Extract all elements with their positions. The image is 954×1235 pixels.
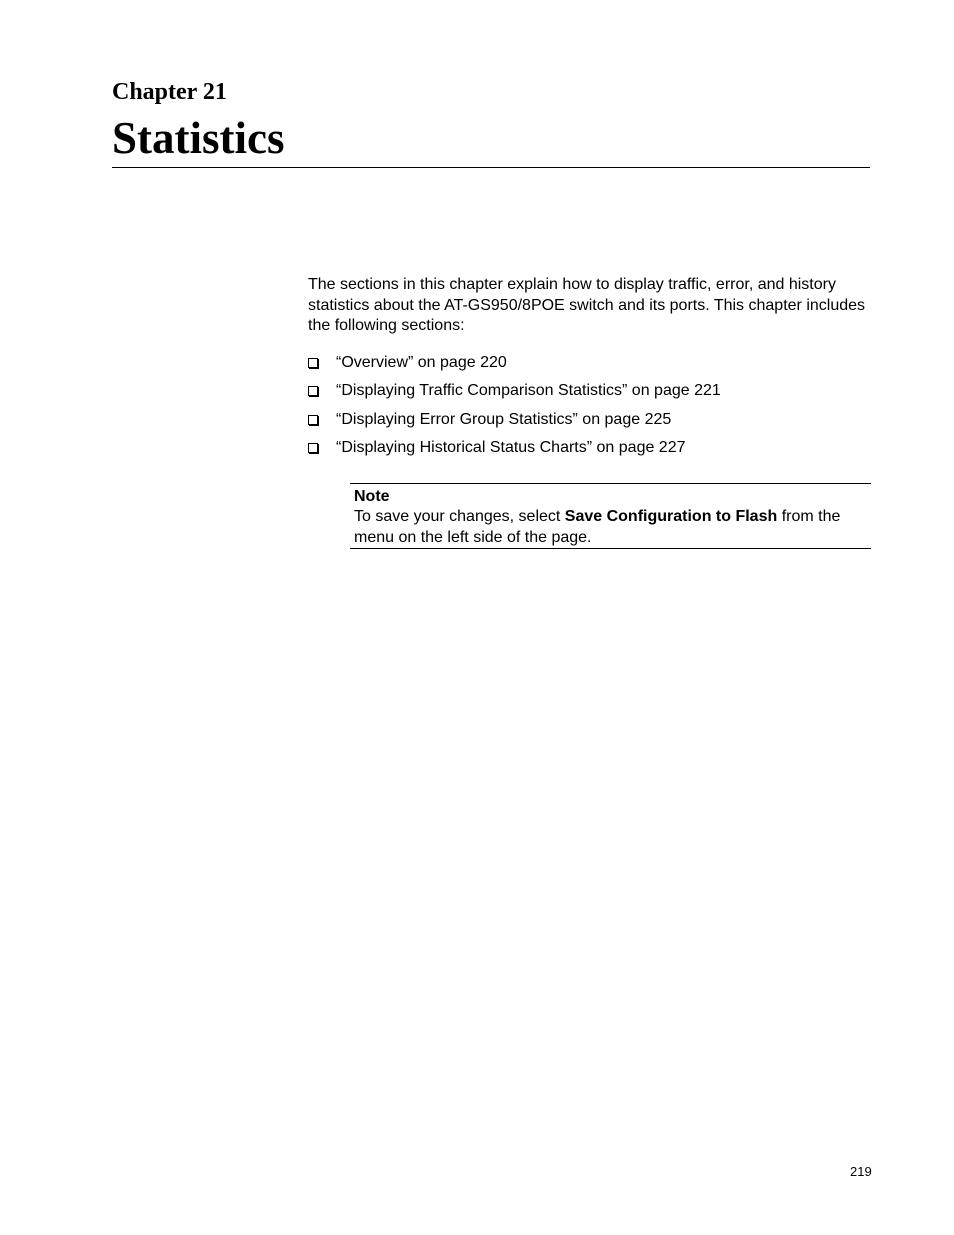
note-emphasis: Save Configuration to Flash <box>564 508 778 525</box>
note-body <box>354 507 864 548</box>
title-divider <box>112 167 870 168</box>
checkbox-bullet-icon <box>308 415 318 425</box>
section-link[interactable]: “Overview” on page 220 <box>336 354 507 371</box>
chapter-title: Statistics <box>112 113 285 163</box>
section-link[interactable]: “Displaying Historical Status Charts” on page 227 <box>336 438 686 456</box>
page-number: 219 <box>850 1164 872 1179</box>
section-link[interactable]: “Displaying Traffic Comparison Statistics” on page 221 <box>336 382 721 400</box>
chapter-label: Chapter 21 <box>112 79 227 105</box>
note-text-after: from the menu on the left side of the page. <box>354 508 841 546</box>
note-text-before: To save your changes, select <box>354 508 565 525</box>
checkbox-bullet-icon <box>308 358 318 368</box>
note-heading: Note <box>354 488 390 505</box>
intro-paragraph: The sections in this chapter explain how to display traffic, error, and history statistics about the AT-GS950/8POE switch and its ports. This chapter includes the following sections: <box>308 276 866 334</box>
note-box <box>350 483 871 549</box>
checkbox-bullet-icon <box>308 443 318 453</box>
checkbox-bullet-icon <box>308 386 318 396</box>
section-link[interactable]: “Displaying Error Group Statistics” on page 225 <box>336 410 672 428</box>
